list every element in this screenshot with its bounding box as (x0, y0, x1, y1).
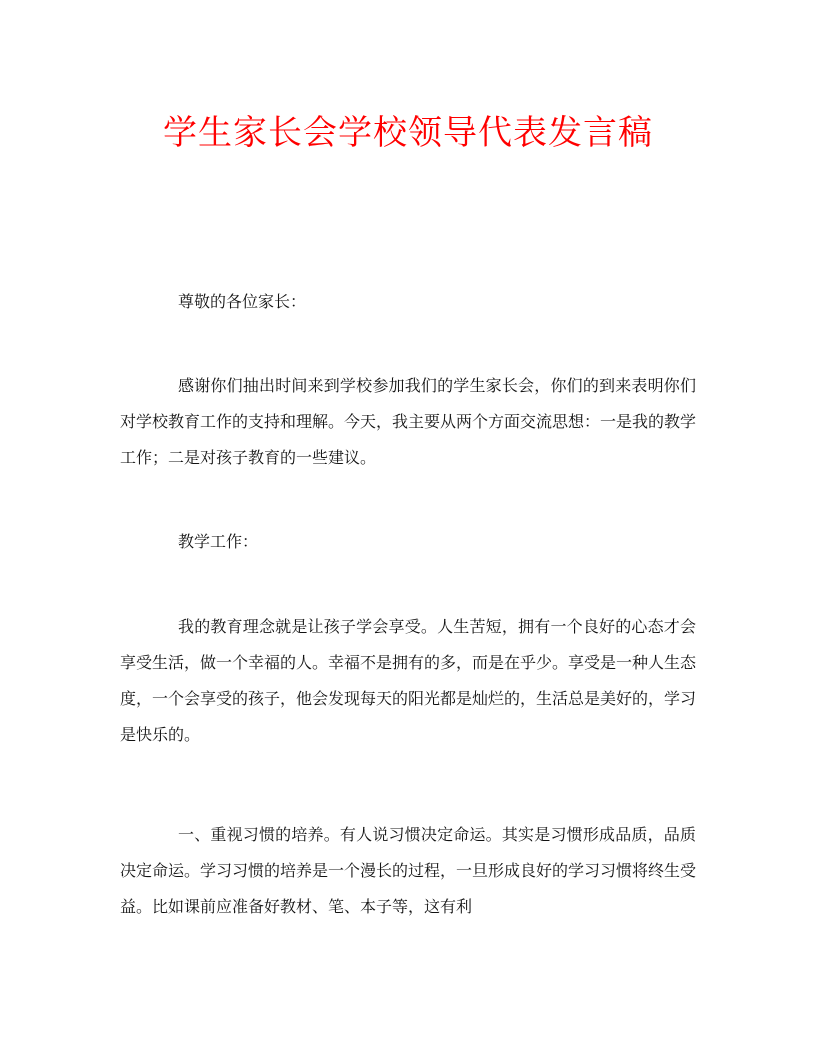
salutation-paragraph: 尊敬的各位家长： (178, 292, 307, 311)
section-heading-teaching: 教学工作： (178, 532, 259, 551)
philosophy-paragraph: 我的教育理念就是让孩子学会享受。人生苦短，拥有一个良好的心态才会享受生活，做一个幸福的人。幸福不是拥有的多，而是在乎少。享受是一种人生态度，一个会享受的孩子，他会发现每天的阳光都是灿烂的，生活总是美好的，学习是快乐的。 (120, 617, 697, 744)
habits-paragraph: 一、重视习惯的培养。有人说习惯决定命运。其实是习惯形成品质，品质决定命运。学习习惯的培养是一个漫长的过程，一旦形成良好的学习习惯将终生受益。比如课前应准备好教材、笔、本子等，这有利 (120, 825, 697, 916)
intro-paragraph: 感谢你们抽出时间来到学校参加我们的学生家长会，你们的到来表明你们对学校教育工作的支持和理解。今天，我主要从两个方面交流思想：一是我的教学工作；二是对孩子教育的一些建议。 (120, 376, 697, 467)
document-title: 学生家长会学校领导代表发言稿 (163, 113, 653, 153)
